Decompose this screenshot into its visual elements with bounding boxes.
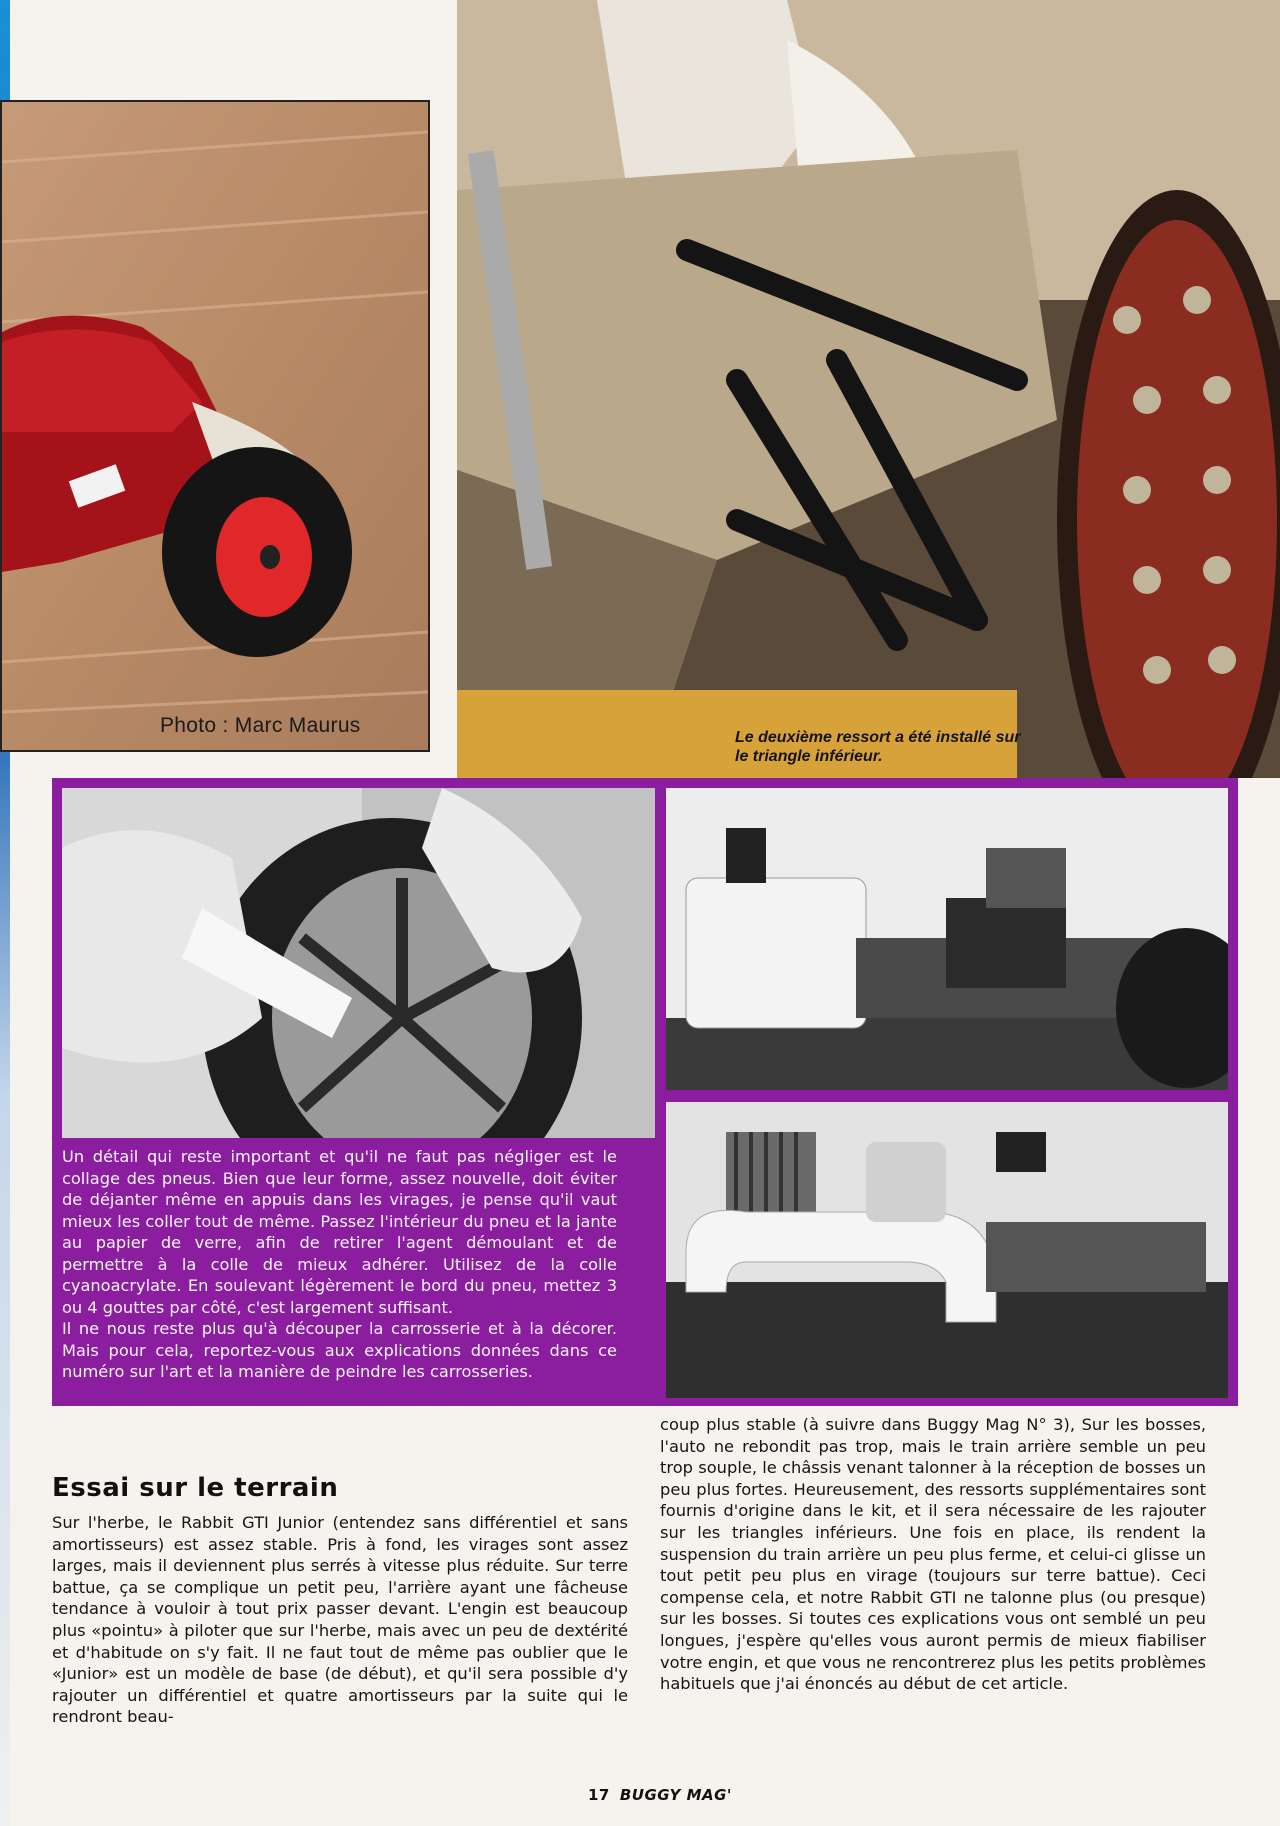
engine-exhaust-photo <box>666 1102 1228 1398</box>
tire-gluing-photo <box>62 788 655 1138</box>
sidebar-paragraph: Il ne nous reste plus qu'à découper la carrosserie et à la décorer. Mais pour cela, reportez-vous aux explications données dans ce numéro sur l'art et la manière de peindre les carrosseries. <box>62 1319 617 1381</box>
article-right-column: coup plus stable (à suivre dans Buggy Mag N° 3), Sur les bosses, l'auto ne rebondit pas trop, mais le train arrière semble un peu trop souple, le châssis venant talonner à la réception de bosses un peu plus fortes. Heureusement, des ressorts supplémentaires sont fournis d'origine dans le kit, et il sera nécessaire de les rajouter sur les triangles inférieurs. Une fois en place, ils rendent la suspension du train arrière un peu plus ferme, et celui-ci glisse un tout petit peu plus en virage (toujours sur terre battue). Ceci compense cela, et notre Rabbit GTI ne talonne plus (ou presque) sur les bosses. Si toutes ces explications vous ont semblé un peu longues, j'espère qu'elles vous auront permis de mieux fiabiliser votre engin, et que vous ne rencontrerez plus les petits problèmes habituels que j'ai énoncés au début de cet article. <box>660 1415 1206 1694</box>
rear-triangle-photo <box>457 0 1280 778</box>
sidebar-text <box>62 1146 617 1383</box>
page-number: 17 <box>588 1786 610 1804</box>
chassis-side-photo <box>666 788 1228 1090</box>
photo-credit: Photo : Marc Maurus <box>160 714 361 737</box>
photo-caption: Le deuxième ressort a été installé sur le triangle inférieur. <box>735 729 1021 765</box>
magazine-name: BUGGY MAG' <box>619 1786 733 1804</box>
page-footer <box>588 1786 732 1804</box>
race-car-photo <box>0 100 430 752</box>
article-left-column: Sur l'herbe, le Rabbit GTI Junior (entendez sans différentiel et sans amortisseurs) est assez stable. Pris à fond, les virages sont assez larges, mais il deviennent plus serrés à vitesse plus réduite. Sur terre battue, ça se complique un petit peu, l'arrière ayant une fâcheuse tendance à vouloir à tout prix passer devant. L'engin est beaucoup plus «pointu» à piloter que sur l'herbe, mais avec un peu de dextérité et d'habitude on s'y fait. Il ne faut tout de même pas oublier que le «Junior» est un modèle de base (de début), et qu'il sera possible d'y rajouter un différentiel et quatre amortisseurs par la suite qui le rendront beau- <box>52 1513 628 1727</box>
sidebar-paragraph: Un détail qui reste important et qu'il ne faut pas négliger est le collage des pneus. Bien que leur forme, assez nouvelle, doit éviter de déjanter même en appuis dans les virages, je pense qu'il vaut mieux les coller tout de même. Passez l'intérieur du pneu et la jante au papier de verre, afin de retirer l'agent démoulant et de permettre à la colle de mieux adhérer. Utilisez de la colle cyanoacrylate. En soulevant légèrement le bord du pneu, mettez 3 ou 4 gouttes par côté, c'est largement suffisant. <box>62 1147 617 1317</box>
section-heading: Essai sur le terrain <box>52 1473 339 1503</box>
